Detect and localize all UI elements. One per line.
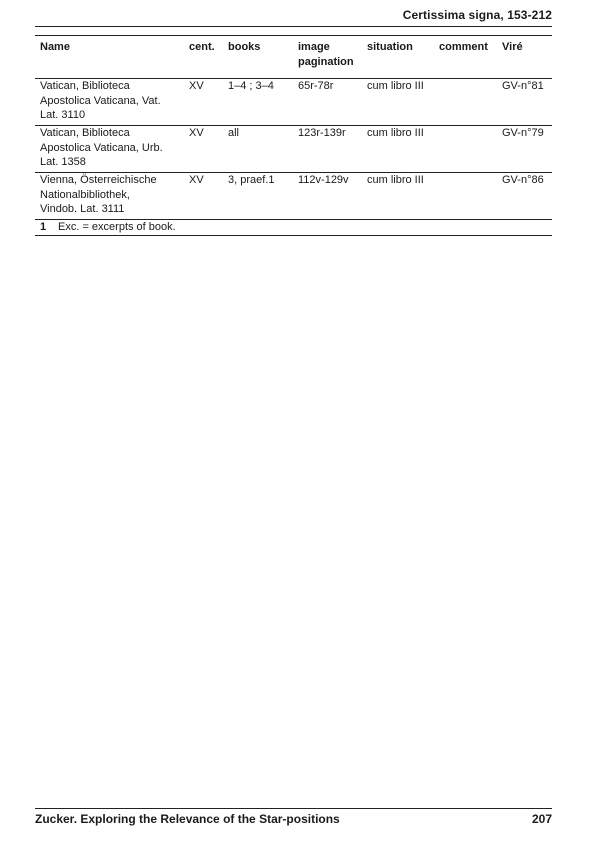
table-footnote: [35, 220, 552, 235]
cell-vire: GV-n°79: [502, 127, 544, 139]
cell-cent: XV: [189, 127, 204, 139]
header-rule: [35, 26, 552, 27]
header-cent: cent.: [189, 41, 215, 53]
cell-name: [40, 126, 185, 170]
name-line: Apostolica Vaticana, Vat.: [40, 94, 161, 107]
cell-vire: GV-n°81: [502, 80, 544, 92]
footer-title: Zucker. Exploring the Relevance of the Star-positions: [35, 812, 340, 826]
cell-situation: cum libro III: [367, 80, 424, 92]
page-number: 207: [531, 812, 552, 826]
table-bottom-rule: [35, 235, 552, 236]
footnote-number: 1: [40, 221, 47, 233]
header-books: books: [228, 41, 261, 53]
name-line: Vienna, Österreichische: [40, 174, 157, 186]
cell-vire: GV-n°86: [502, 174, 544, 186]
header-name: Name: [40, 41, 70, 53]
table-row: [35, 79, 552, 125]
cell-books: all: [228, 127, 240, 139]
table-row: [35, 173, 552, 219]
table-row: [35, 126, 552, 172]
header-vire: Viré: [502, 41, 523, 53]
cell-cent: XV: [189, 80, 204, 92]
header-image-pagination: [298, 40, 364, 69]
footer-rule: [35, 808, 552, 809]
running-head: Certissima signa, 153-212: [402, 8, 552, 22]
cell-image-pagination: 65r-78r: [298, 80, 334, 92]
name-line: Vatican, Biblioteca: [40, 80, 130, 92]
cell-name: [40, 173, 185, 217]
manuscript-table: [35, 35, 552, 236]
table-header-row: [35, 40, 552, 78]
name-line: Lat. 1358: [40, 156, 86, 168]
cell-books: 1–4 ; 3–4: [228, 80, 274, 92]
name-line: Apostolica Vaticana, Urb.: [40, 141, 163, 154]
name-line: Nationalbibliothek,: [40, 188, 130, 201]
cell-situation: cum libro III: [367, 174, 424, 186]
header-comment: comment: [439, 41, 488, 53]
header-situation: situation: [367, 41, 413, 53]
cell-image-pagination: 112v-129v: [298, 174, 349, 186]
cell-books: 3, praef.1: [228, 174, 275, 186]
name-line: Lat. 3110: [40, 109, 86, 121]
cell-situation: cum libro III: [367, 127, 424, 139]
cell-image-pagination: 123r-139r: [298, 127, 346, 139]
table-top-rule: [35, 35, 552, 36]
cell-cent: XV: [189, 174, 204, 186]
header-image-line2: pagination: [298, 55, 354, 68]
footnote-text: Exc. = excerpts of book.: [58, 221, 176, 233]
header-image-line1: image: [298, 41, 330, 53]
name-line: Vindob. Lat. 3111: [40, 203, 125, 215]
name-line: Vatican, Biblioteca: [40, 127, 130, 139]
cell-name: [40, 79, 185, 123]
